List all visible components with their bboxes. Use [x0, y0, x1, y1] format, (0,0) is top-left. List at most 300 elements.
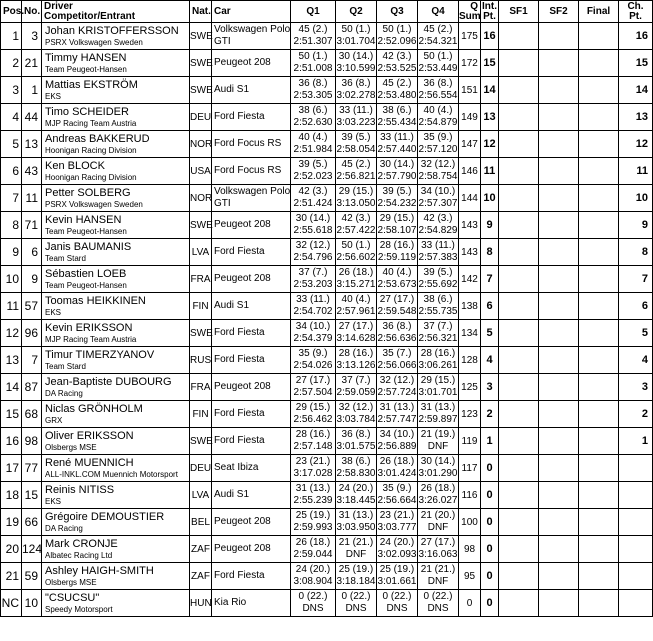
driver-cell — [42, 50, 190, 77]
driver-name: Niclas GRÖNHOLM — [45, 402, 143, 415]
q2-cell — [336, 347, 377, 374]
sf2-cell — [539, 347, 579, 374]
q-sum: 117 — [459, 455, 481, 482]
car-number: 44 — [22, 104, 42, 131]
int-points: 2 — [481, 401, 499, 428]
q1-cell — [291, 104, 336, 131]
q-sum: 147 — [459, 131, 481, 158]
team-name: Team Peugeot-Hansen — [45, 64, 127, 74]
driver-cell — [42, 482, 190, 509]
championship-points: 1 — [619, 428, 653, 455]
header-int-line1: Int. — [482, 0, 497, 12]
results-body — [1, 23, 653, 617]
header-ch-pt — [619, 1, 653, 23]
header-nat: Nat. — [190, 1, 212, 23]
table-row — [1, 104, 653, 131]
q3-time: 2:54.232 — [377, 198, 417, 209]
sf2-cell — [539, 266, 579, 293]
driver-cell — [42, 131, 190, 158]
table-row — [1, 212, 653, 239]
position: 6 — [1, 158, 22, 185]
sf1-cell — [499, 293, 539, 320]
q1-cell — [291, 266, 336, 293]
q1-cell — [291, 293, 336, 320]
nationality: SWE — [190, 212, 212, 239]
q3-points: 33 (11.) — [380, 132, 414, 143]
q2-points: 40 (4.) — [341, 294, 371, 305]
q1-cell — [291, 536, 336, 563]
driver-name: Toomas HEIKKINEN — [45, 294, 146, 307]
championship-points: 12 — [619, 131, 653, 158]
header-q1: Q1 — [291, 1, 336, 23]
q2-time: 3:15.271 — [336, 279, 376, 290]
car-number: 96 — [22, 320, 42, 347]
driver-name: René MUENNICH — [45, 456, 134, 469]
q1-points: 32 (12.) — [295, 240, 331, 251]
q4-points: 42 (3.) — [423, 213, 453, 224]
q2-cell — [336, 185, 377, 212]
sf2-cell — [539, 77, 579, 104]
q2-time: 2:57.422 — [336, 225, 376, 236]
car-model: Ford Fiesta — [214, 570, 265, 581]
header-q2: Q2 — [336, 1, 377, 23]
nationality: SWE — [190, 77, 212, 104]
q4-cell — [418, 509, 459, 536]
q1-time: DNS — [302, 603, 324, 614]
q2-time: DNS — [345, 603, 367, 614]
q4-time: 3:01.701 — [418, 387, 458, 398]
championship-points: 9 — [619, 212, 653, 239]
nationality: HUN — [190, 590, 212, 617]
q2-time: 3:01.704 — [336, 36, 376, 47]
q3-cell — [377, 509, 418, 536]
q1-points: 33 (11.) — [296, 294, 330, 305]
q3-points: 34 (10.) — [379, 429, 415, 440]
sf2-cell — [539, 455, 579, 482]
q4-cell — [418, 104, 459, 131]
q3-cell — [377, 77, 418, 104]
final-cell — [579, 563, 619, 590]
driver-name: Timmy HANSEN — [45, 51, 127, 64]
position: 7 — [1, 185, 22, 212]
car-cell — [212, 23, 291, 50]
int-points: 10 — [481, 185, 499, 212]
q4-points: 29 (15.) — [420, 375, 456, 386]
table-row — [1, 509, 653, 536]
q2-points: 33 (11.) — [339, 105, 373, 116]
q4-time: 2:53.449 — [418, 63, 458, 74]
q1-cell — [291, 590, 336, 617]
int-points: 7 — [481, 266, 499, 293]
sf1-cell — [499, 509, 539, 536]
car-model: Ford Fiesta — [214, 246, 265, 257]
q3-time: 2:56.664 — [377, 495, 417, 506]
q4-cell — [418, 158, 459, 185]
q2-time: 3:13.050 — [336, 198, 376, 209]
q4-time: 2:56.554 — [418, 90, 458, 101]
q4-points: 33 (11.) — [421, 240, 455, 251]
q3-time: 2:55.434 — [377, 117, 417, 128]
q1-time: 2:51.307 — [293, 36, 333, 47]
q3-cell — [377, 158, 418, 185]
nationality: FRA — [190, 374, 212, 401]
driver-cell — [42, 536, 190, 563]
int-points: 12 — [481, 131, 499, 158]
q-sum: 95 — [459, 563, 481, 590]
car-model: Volkswagen Polo — [214, 186, 291, 197]
q2-points: 39 (5.) — [341, 132, 371, 143]
table-row — [1, 50, 653, 77]
q2-time: 3:02.278 — [336, 90, 376, 101]
team-name: GRX — [45, 415, 63, 425]
championship-points — [619, 536, 653, 563]
q1-points: 30 (14.) — [295, 213, 331, 224]
q3-time: 2:59.548 — [377, 306, 417, 317]
sf2-cell — [539, 293, 579, 320]
int-points: 6 — [481, 293, 499, 320]
q2-points: 31 (13.) — [338, 510, 374, 521]
driver-cell — [42, 266, 190, 293]
car-number: 43 — [22, 158, 42, 185]
header-competitor-label: Competitor/Entrant — [44, 10, 136, 22]
final-cell — [579, 23, 619, 50]
q1-points: 25 (19.) — [295, 510, 331, 521]
driver-name: Ken BLOCK — [45, 159, 105, 172]
q2-points: 38 (6.) — [341, 456, 371, 467]
q3-cell — [377, 482, 418, 509]
car-number: 98 — [22, 428, 42, 455]
table-row — [1, 455, 653, 482]
q3-points: 24 (20.) — [379, 537, 415, 548]
table-row — [1, 536, 653, 563]
q4-cell — [418, 455, 459, 482]
driver-name: Ashley HAIGH-SMITH — [45, 564, 154, 577]
q3-time: 2:52.096 — [377, 36, 417, 47]
int-points: 1 — [481, 428, 499, 455]
car-model: Peugeot 208 — [214, 57, 271, 68]
car-cell — [212, 50, 291, 77]
car-number: 11 — [22, 185, 42, 212]
q4-time: 3:01.290 — [418, 468, 458, 479]
header-ch-line1: Ch. — [627, 0, 644, 12]
q-sum: 138 — [459, 293, 481, 320]
q2-time: 3:18.184 — [336, 576, 376, 587]
final-cell — [579, 482, 619, 509]
championship-points: 14 — [619, 77, 653, 104]
car-cell — [212, 401, 291, 428]
int-points: 8 — [481, 239, 499, 266]
q1-cell — [291, 185, 336, 212]
q3-points: 36 (8.) — [382, 321, 412, 332]
q4-cell — [418, 212, 459, 239]
header-pos: Pos. — [1, 1, 22, 23]
car-cell — [212, 509, 291, 536]
nationality: RUS — [190, 347, 212, 374]
nationality: DEU — [190, 455, 212, 482]
q4-cell — [418, 50, 459, 77]
q2-points: 36 (8.) — [341, 78, 371, 89]
q3-points: 23 (21.) — [379, 510, 415, 521]
q2-time: 3:03.784 — [336, 414, 376, 425]
q-sum: 100 — [459, 509, 481, 536]
car-model: Peugeot 208 — [214, 543, 271, 554]
sf2-cell — [539, 563, 579, 590]
car-cell — [212, 293, 291, 320]
final-cell — [579, 320, 619, 347]
header-driver — [42, 1, 190, 23]
q4-cell — [418, 374, 459, 401]
q4-time: 2:54.879 — [418, 117, 458, 128]
q1-time: 2:53.203 — [293, 279, 333, 290]
int-points: 15 — [481, 50, 499, 77]
int-points: 0 — [481, 509, 499, 536]
q3-time: 3:03.777 — [377, 522, 417, 533]
car-model: Ford Fiesta — [214, 327, 265, 338]
sf1-cell — [499, 536, 539, 563]
q4-time: 2:56.321 — [418, 333, 458, 344]
final-cell — [579, 590, 619, 617]
q4-points: 34 (10.) — [420, 186, 456, 197]
sf1-cell — [499, 320, 539, 347]
driver-name: Mark CRONJE — [45, 537, 118, 550]
car-number: 13 — [22, 131, 42, 158]
sf2-cell — [539, 320, 579, 347]
sf1-cell — [499, 563, 539, 590]
car-model-line2: GTI — [214, 36, 231, 47]
q-sum: 144 — [459, 185, 481, 212]
q1-time: 2:57.504 — [293, 387, 333, 398]
q4-points: 21 (19.) — [420, 429, 456, 440]
q1-points: 27 (17.) — [295, 375, 331, 386]
q3-points: 40 (4.) — [382, 267, 412, 278]
driver-cell — [42, 455, 190, 482]
sf1-cell — [499, 590, 539, 617]
sf1-cell — [499, 23, 539, 50]
q1-cell — [291, 347, 336, 374]
championship-points — [619, 590, 653, 617]
car-number: 66 — [22, 509, 42, 536]
q4-points: 30 (14.) — [420, 456, 456, 467]
nationality: FIN — [190, 401, 212, 428]
q1-time: 2:54.796 — [293, 252, 333, 263]
q2-time: 2:59.059 — [336, 387, 376, 398]
q3-cell — [377, 455, 418, 482]
team-name: Team Peugeot-Hansen — [45, 226, 127, 236]
car-number: 3 — [22, 23, 42, 50]
team-name: EKS — [45, 496, 62, 506]
nationality: LVA — [190, 482, 212, 509]
q4-cell — [418, 347, 459, 374]
final-cell — [579, 239, 619, 266]
q1-points: 45 (2.) — [298, 24, 328, 35]
q3-time: 2:53.525 — [377, 63, 417, 74]
q2-time: 2:56.602 — [336, 252, 376, 263]
team-name: Team Stard — [45, 253, 86, 263]
q2-points: 26 (18.) — [338, 267, 374, 278]
q2-cell — [336, 563, 377, 590]
q4-points: 26 (18.) — [420, 483, 456, 494]
q1-time: 2:51.424 — [293, 198, 333, 209]
car-cell — [212, 563, 291, 590]
driver-cell — [42, 347, 190, 374]
int-points: 13 — [481, 104, 499, 131]
championship-points: 3 — [619, 374, 653, 401]
q2-time: 3:10.599 — [336, 63, 376, 74]
q2-time: 2:56.821 — [336, 171, 376, 182]
final-cell — [579, 50, 619, 77]
driver-cell — [42, 509, 190, 536]
car-cell — [212, 455, 291, 482]
q-sum: 98 — [459, 536, 481, 563]
position: 21 — [1, 563, 22, 590]
q2-points: 32 (12.) — [338, 402, 374, 413]
team-name: Speedy Motorsport — [45, 604, 113, 614]
q1-points: 23 (21.) — [295, 456, 331, 467]
q-sum: 149 — [459, 104, 481, 131]
q3-cell — [377, 590, 418, 617]
team-name: Hoonigan Racing Division — [45, 145, 137, 155]
q1-time: 2:59.993 — [293, 522, 333, 533]
car-cell — [212, 185, 291, 212]
q3-cell — [377, 536, 418, 563]
q4-points: 21 (21.) — [420, 564, 456, 575]
driver-cell — [42, 293, 190, 320]
q1-points: 40 (4.) — [298, 132, 328, 143]
sf2-cell — [539, 374, 579, 401]
q1-cell — [291, 428, 336, 455]
q2-cell — [336, 23, 377, 50]
final-cell — [579, 374, 619, 401]
q2-points: 28 (16.) — [338, 348, 374, 359]
q2-points: 27 (17.) — [338, 321, 374, 332]
nationality: SWE — [190, 23, 212, 50]
q-sum: 143 — [459, 239, 481, 266]
championship-points: 7 — [619, 266, 653, 293]
q4-time: 2:54.829 — [418, 225, 458, 236]
q4-time: DNF — [427, 576, 449, 587]
q2-points: 29 (15.) — [338, 186, 374, 197]
q1-points: 24 (20.) — [295, 564, 331, 575]
final-cell — [579, 428, 619, 455]
q1-cell — [291, 455, 336, 482]
final-cell — [579, 212, 619, 239]
position: 8 — [1, 212, 22, 239]
q3-cell — [377, 347, 418, 374]
q2-time: 2:57.961 — [336, 306, 376, 317]
q2-points: 21 (21.) — [338, 537, 374, 548]
q4-time: 2:57.120 — [418, 144, 458, 155]
q2-time: 2:58.830 — [336, 468, 376, 479]
q1-cell — [291, 23, 336, 50]
int-points: 0 — [481, 455, 499, 482]
table-row — [1, 401, 653, 428]
driver-cell — [42, 428, 190, 455]
q2-cell — [336, 455, 377, 482]
driver-name: Andreas BAKKERUD — [45, 132, 150, 145]
q4-points: 50 (1.) — [423, 51, 453, 62]
q1-cell — [291, 320, 336, 347]
int-points: 3 — [481, 374, 499, 401]
q3-points: 31 (13.) — [379, 402, 415, 413]
q4-points: 45 (2.) — [423, 24, 453, 35]
car-model-line2: GTI — [214, 198, 231, 209]
car-model: Ford Fiesta — [214, 408, 265, 419]
q2-time: 3:01.575 — [336, 441, 376, 452]
q-sum: 143 — [459, 212, 481, 239]
table-row — [1, 23, 653, 50]
driver-cell — [42, 185, 190, 212]
q-sum: 0 — [459, 590, 481, 617]
driver-name: Timo SCHEIDER — [45, 105, 129, 118]
q2-cell — [336, 131, 377, 158]
q3-points: 45 (2.) — [382, 78, 412, 89]
sf1-cell — [499, 374, 539, 401]
q2-points: 36 (8.) — [341, 429, 371, 440]
q4-cell — [418, 239, 459, 266]
q1-time: 2:51.008 — [293, 63, 333, 74]
q1-points: 39 (5.) — [298, 159, 328, 170]
position: 5 — [1, 131, 22, 158]
position: NC — [1, 590, 22, 617]
sf1-cell — [499, 131, 539, 158]
q1-points: 0 (22.) — [298, 591, 328, 602]
car-number: 1 — [22, 77, 42, 104]
final-cell — [579, 131, 619, 158]
car-number: 7 — [22, 347, 42, 374]
championship-points — [619, 563, 653, 590]
q4-points: 0 (22.) — [423, 591, 453, 602]
q4-time: 3:16.063 — [418, 549, 458, 560]
q3-cell — [377, 428, 418, 455]
car-cell — [212, 266, 291, 293]
car-model: Ford Fiesta — [214, 111, 265, 122]
q2-points: 24 (20.) — [338, 483, 374, 494]
q3-time: 2:53.673 — [377, 279, 417, 290]
q1-cell — [291, 50, 336, 77]
q1-points: 38 (6.) — [298, 105, 328, 116]
sf2-cell — [539, 536, 579, 563]
header-q-sum — [459, 1, 481, 23]
team-name: DA Racing — [45, 523, 83, 533]
q4-cell — [418, 401, 459, 428]
table-row — [1, 374, 653, 401]
q2-points: 42 (3.) — [341, 213, 371, 224]
car-model: Audi S1 — [214, 84, 250, 95]
q2-cell — [336, 509, 377, 536]
car-model: Peugeot 208 — [214, 273, 271, 284]
q4-points: 38 (6.) — [423, 294, 453, 305]
position: 2 — [1, 50, 22, 77]
team-name: DA Racing — [45, 388, 83, 398]
team-name: MJP Racing Team Austria — [45, 118, 137, 128]
q2-cell — [336, 104, 377, 131]
q2-cell — [336, 77, 377, 104]
q3-time: 2:53.480 — [377, 90, 417, 101]
q4-cell — [418, 266, 459, 293]
q3-points: 29 (15.) — [379, 213, 415, 224]
q-sum: 146 — [459, 158, 481, 185]
position: 16 — [1, 428, 22, 455]
championship-points — [619, 482, 653, 509]
championship-points: 5 — [619, 320, 653, 347]
q4-time: 3:06.261 — [418, 360, 458, 371]
q2-cell — [336, 50, 377, 77]
driver-cell — [42, 320, 190, 347]
q2-cell — [336, 320, 377, 347]
table-row — [1, 239, 653, 266]
q1-points: 28 (16.) — [295, 429, 331, 440]
driver-name: Grégoire DEMOUSTIER — [45, 510, 165, 523]
